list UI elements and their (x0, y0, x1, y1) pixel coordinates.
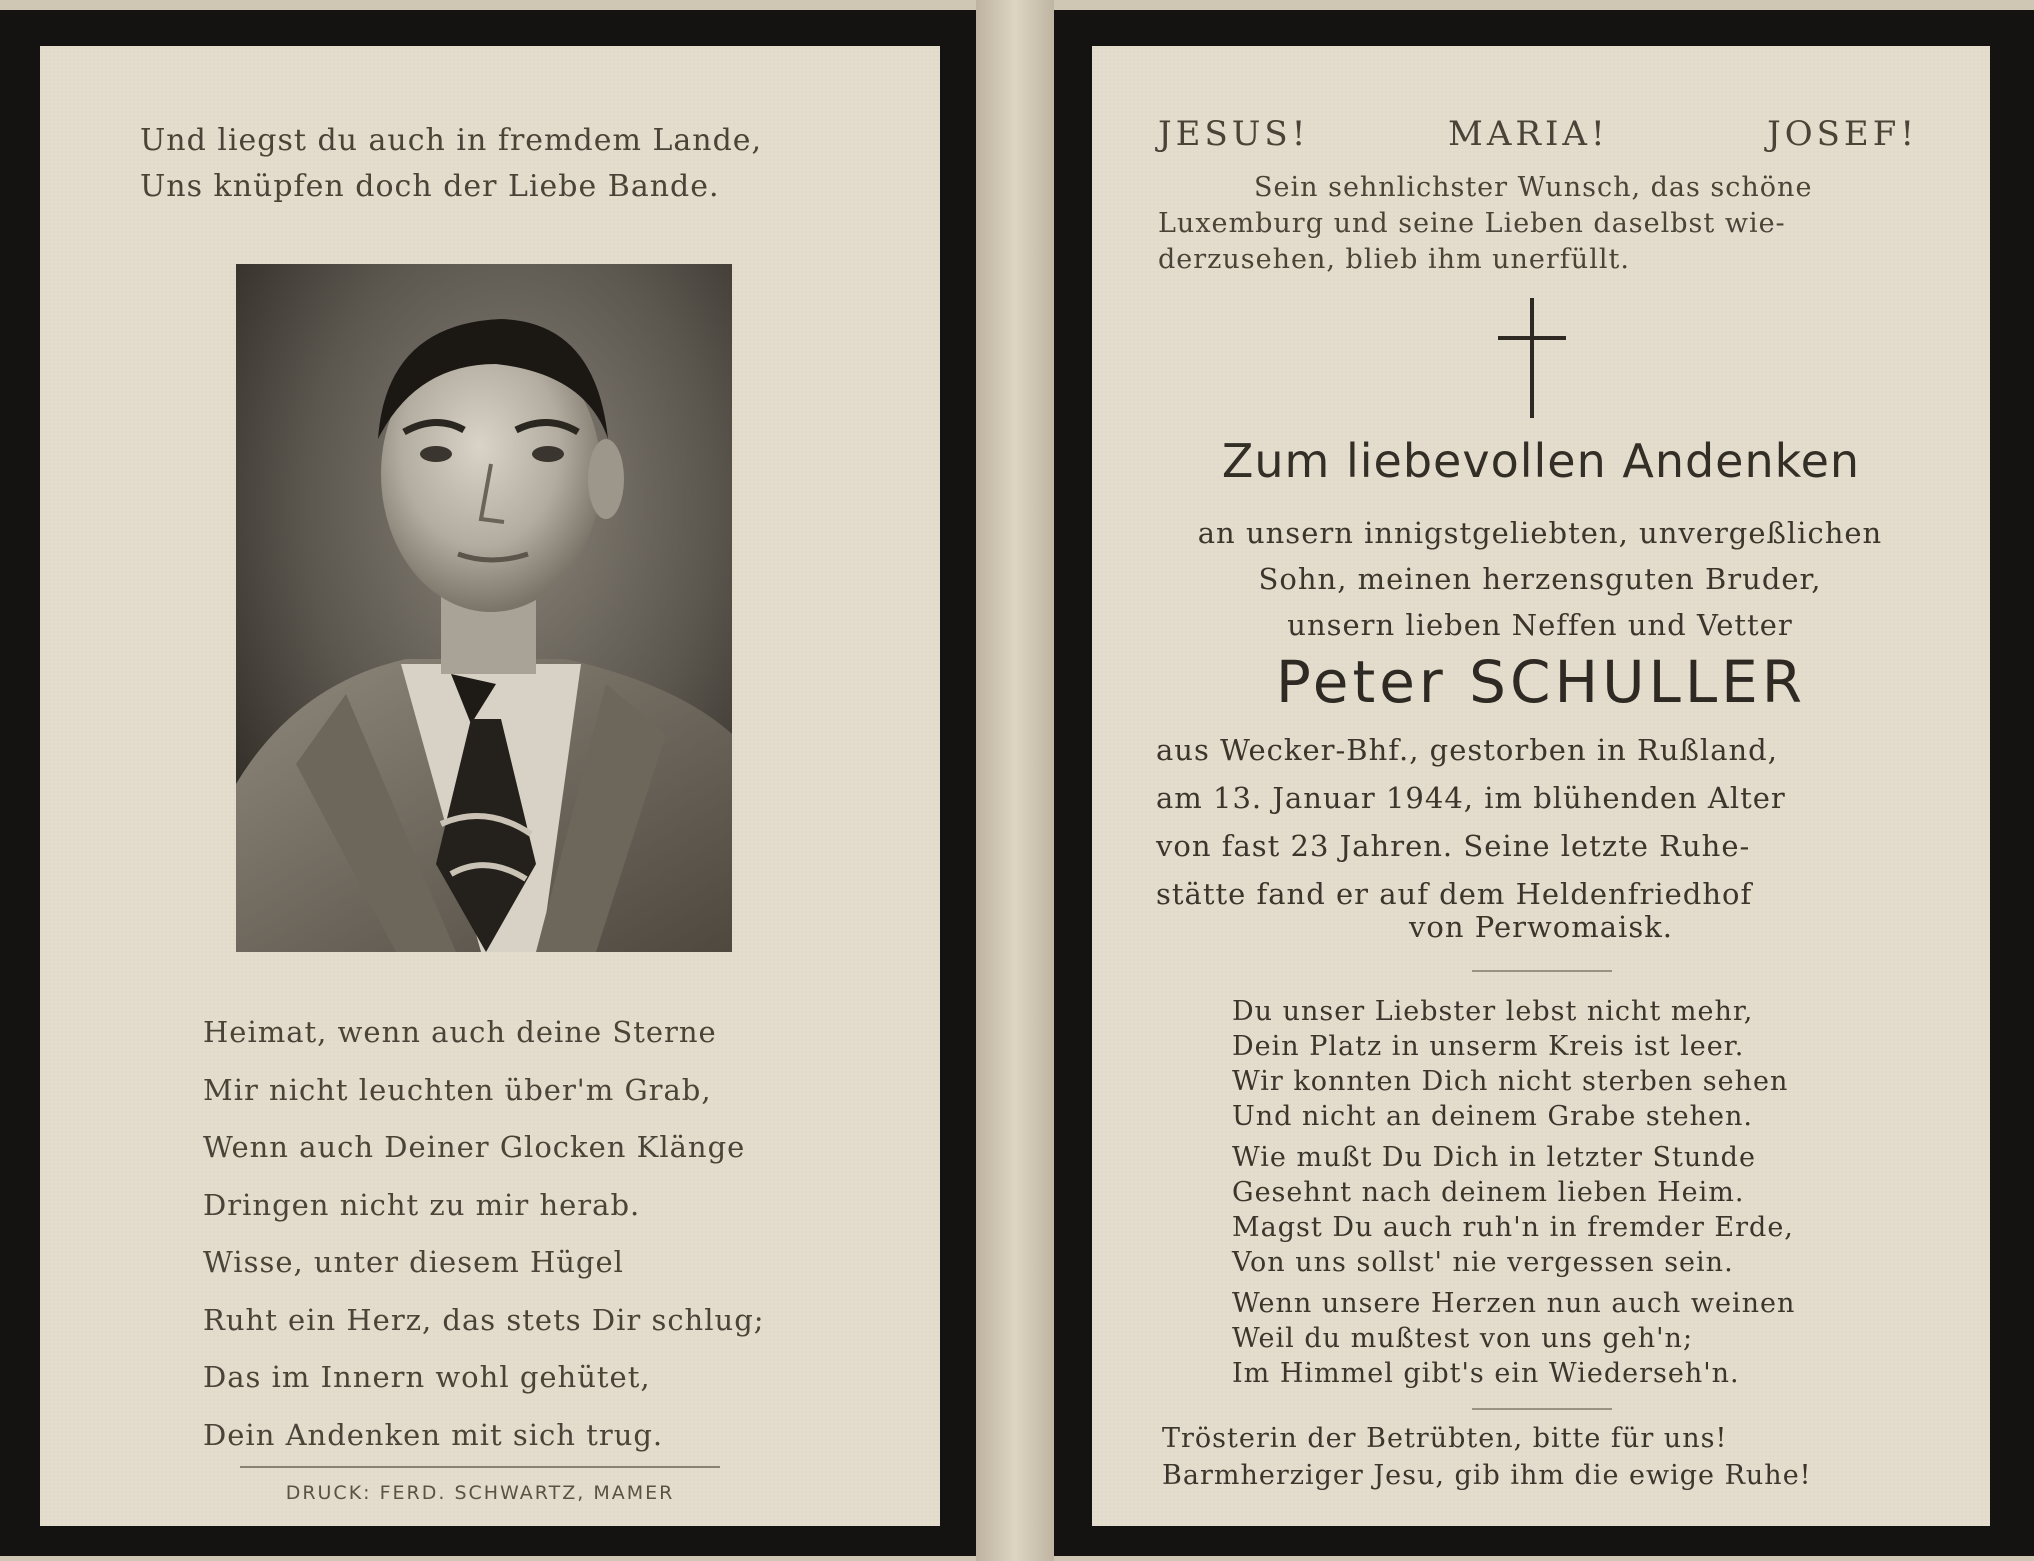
wish-line: Luxemburg und seine Lieben daselbst wie- (1158, 208, 1786, 239)
poem-line: Dein Andenken mit sich trug. (203, 1417, 664, 1452)
left-card (0, 10, 976, 1556)
wish-line: derzusehen, blieb ihm unerfüllt. (1158, 244, 1630, 275)
dedication-line: unsern lieben Neffen und Vetter (1287, 608, 1793, 642)
burial-place: von Perwomaisk. (1409, 910, 1673, 944)
printer-divider (240, 1466, 720, 1468)
divider (1472, 970, 1612, 972)
invocation-maria: MARIA! (1448, 114, 1609, 154)
portrait-photo-image (236, 264, 732, 952)
wish-text (1158, 170, 1920, 278)
poem-line: Das im Innern wohl gehütet, (203, 1360, 651, 1394)
dedication-line: an unsern innigstgeliebten, unvergeßlichen (1197, 516, 1883, 550)
poem-line: Wenn auch Deiner Glocken Klänge (203, 1130, 746, 1164)
printer-imprint: DRUCK: FERD. SCHWARTZ, MAMER (285, 1482, 675, 1504)
prayer-line: Trösterin der Betrübten, bitte für uns! (1162, 1423, 1728, 1454)
biography-line: stätte fand er auf dem Heldenfriedhof (1156, 877, 1753, 911)
right-card (1054, 10, 2034, 1556)
right-card-paper (1092, 46, 1990, 1526)
stanza-line: Du unser Liebster lebst nicht mehr, (1232, 996, 1754, 1027)
biography-line: von fast 23 Jahren. Seine letzte Ruhe- (1156, 829, 1751, 863)
card-spine (976, 0, 1054, 1561)
stanza-line: Von uns sollst' nie vergessen sein. (1232, 1247, 1734, 1278)
stanza-line: Dein Platz in unserm Kreis ist leer. (1232, 1031, 1745, 1062)
memorial-title: Zum liebevollen Andenken (1221, 434, 1861, 488)
stanza-line: Im Himmel gibt's ein Wiederseh'n. (1232, 1358, 1740, 1389)
stanza-line: Wie mußt Du Dich in letzter Stunde (1232, 1142, 1756, 1173)
prayer-line: Barmherziger Jesu, gib ihm die ewige Ruhe! (1162, 1460, 1812, 1491)
portrait-photo (236, 264, 732, 952)
dedication (1152, 510, 1928, 648)
memorial-stanza (1232, 1140, 1794, 1280)
invocation-josef: JOSEF! (1767, 114, 1918, 154)
deceased-name: Peter SCHULLER (1275, 648, 1807, 716)
stanza-line: Wenn unsere Herzen nun auch weinen (1232, 1288, 1796, 1319)
stanza-line: Wir konnten Dich nicht sterben sehen (1232, 1066, 1789, 1097)
epigraph-line: Und liegst du auch in fremdem Lande, (140, 123, 763, 158)
poem-line: Dringen nicht zu mir herab. (203, 1187, 641, 1222)
divider (1472, 1408, 1612, 1410)
memorial-stanza (1232, 1286, 1795, 1391)
latin-cross-icon (1498, 298, 1566, 418)
biography-line: am 13. Januar 1944, im blühenden Alter (1156, 781, 1786, 815)
invocation-jesus: JESUS! (1158, 114, 1310, 154)
poem-line: Heimat, wenn auch deine Sterne (203, 1015, 717, 1049)
poem-line: Wisse, unter diesem Hügel (203, 1245, 624, 1279)
memorial-stanza (1232, 994, 1788, 1134)
epigraph-line: Uns knüpfen doch der Liebe Bande. (140, 169, 720, 204)
wish-line: Sein sehnlichster Wunsch, das schöne (1254, 172, 1813, 203)
stanza-line: Weil du mußtest von uns geh'n; (1232, 1323, 1694, 1354)
biography (1156, 726, 1926, 918)
poem-line: Mir nicht leuchten über'm Grab, (203, 1072, 712, 1107)
stanza-line: Magst Du auch ruh'n in fremder Erde, (1232, 1212, 1794, 1243)
biography-line: aus Wecker-Bhf., gestorben in Rußland, (1156, 733, 1778, 767)
epigraph (140, 118, 762, 210)
left-card-paper (40, 46, 940, 1526)
stanza-line: Und nicht an deinem Grabe stehen. (1232, 1101, 1753, 1132)
stanza-line: Gesehnt nach deinem lieben Heim. (1232, 1177, 1745, 1208)
dedication-line: Sohn, meinen herzensguten Bruder, (1258, 562, 1822, 596)
closing-prayer (1162, 1420, 1812, 1494)
poem-line: Ruht ein Herz, das stets Dir schlug; (203, 1302, 765, 1337)
left-poem (203, 1004, 765, 1464)
